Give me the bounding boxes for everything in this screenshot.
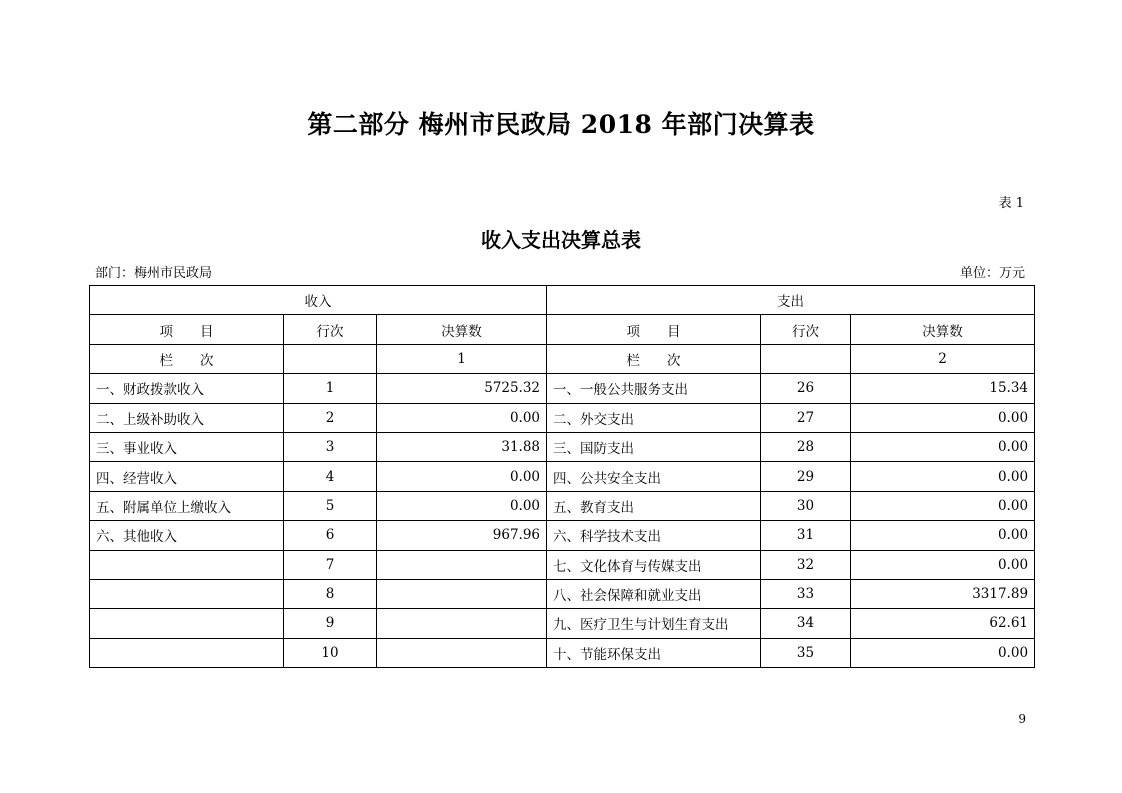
expense-item-cell: 三、国防支出 [547, 432, 761, 461]
income-amount-cell: 5725.32 [377, 374, 547, 403]
expense-amount-cell: 0.00 [851, 521, 1035, 550]
income-row-no-cell: 8 [284, 579, 377, 608]
income-row-no-cell: 5 [284, 491, 377, 520]
expense-item-cell: 四、公共安全支出 [547, 462, 761, 491]
income-item-cell: 三、事业收入 [90, 432, 284, 461]
income-row-no-cell: 9 [284, 609, 377, 638]
income-amount-cell [377, 609, 547, 638]
income-item-cell [90, 609, 284, 638]
income-row-no-cell: 3 [284, 432, 377, 461]
expense-item-cell: 二、外交支出 [547, 403, 761, 432]
expense-amount-cell: 0.00 [851, 491, 1035, 520]
expense-amount-cell: 0.00 [851, 432, 1035, 461]
table-row [90, 374, 1035, 403]
income-amount-cell: 0.00 [377, 491, 547, 520]
expense-item-cell: 九、医疗卫生与计划生育支出 [547, 609, 761, 638]
unit-label: 单位：万元 [959, 266, 1025, 281]
income-item-cell [90, 638, 284, 667]
expense-amount-cell: 3317.89 [851, 579, 1035, 608]
expense-column-no-label: 栏 次 [547, 344, 761, 373]
expense-amount-cell: 62.61 [851, 609, 1035, 638]
income-item-cell: 六、其他收入 [90, 521, 284, 550]
income-amount-cell: 0.00 [377, 462, 547, 491]
table-row [90, 521, 1035, 550]
expense-amount-cell: 0.00 [851, 462, 1035, 491]
income-item-cell: 一、财政拨款收入 [90, 374, 284, 403]
header-row-column-numbers [90, 344, 1035, 373]
header-row-sections [90, 286, 1035, 315]
income-row-no-header: 行次 [284, 315, 377, 344]
expense-row-no-cell: 32 [761, 550, 851, 579]
income-row-no-cell: 2 [284, 403, 377, 432]
income-amount-cell [377, 638, 547, 667]
expense-amount-cell: 0.00 [851, 638, 1035, 667]
table-row [90, 638, 1035, 667]
income-blank-cell [284, 344, 377, 373]
income-row-no-cell: 4 [284, 462, 377, 491]
expense-item-cell: 八、社会保障和就业支出 [547, 579, 761, 608]
expense-item-cell: 十、节能环保支出 [547, 638, 761, 667]
expense-row-no-cell: 27 [761, 403, 851, 432]
income-amount-cell: 0.00 [377, 403, 547, 432]
expense-amount-cell: 0.00 [851, 550, 1035, 579]
expense-amount-cell: 0.00 [851, 403, 1035, 432]
expense-row-no-cell: 26 [761, 374, 851, 403]
expense-row-no-header: 行次 [761, 315, 851, 344]
income-item-cell [90, 579, 284, 608]
income-column-no-label: 栏 次 [90, 344, 284, 373]
page-number: 9 [1018, 712, 1026, 726]
table-number: 表 1 [998, 196, 1024, 211]
expense-item-header: 项 目 [547, 315, 761, 344]
income-amount-cell [377, 579, 547, 608]
page-title: 第二部分 梅州市民政局 2018 年部门决算表 [307, 110, 815, 139]
table-title: 收入支出决算总表 [481, 228, 641, 252]
income-amount-cell [377, 550, 547, 579]
expense-row-no-cell: 29 [761, 462, 851, 491]
expense-row-no-cell: 33 [761, 579, 851, 608]
income-row-no-cell: 7 [284, 550, 377, 579]
income-column-1: 1 [377, 344, 547, 373]
expense-row-no-cell: 31 [761, 521, 851, 550]
expense-column-2: 2 [851, 344, 1035, 373]
table-row [90, 491, 1035, 520]
expense-item-cell: 五、教育支出 [547, 491, 761, 520]
expense-item-cell: 一、一般公共服务支出 [547, 374, 761, 403]
income-item-cell: 五、附属单位上缴收入 [90, 491, 284, 520]
expense-blank-cell [761, 344, 851, 373]
expense-item-cell: 六、科学技术支出 [547, 521, 761, 550]
expense-row-no-cell: 30 [761, 491, 851, 520]
expense-amount-cell: 15.34 [851, 374, 1035, 403]
table-row [90, 579, 1035, 608]
income-row-no-cell: 1 [284, 374, 377, 403]
income-item-header: 项 目 [90, 315, 284, 344]
expense-item-cell: 七、文化体育与传媒支出 [547, 550, 761, 579]
table-row [90, 403, 1035, 432]
income-row-no-cell: 6 [284, 521, 377, 550]
expense-row-no-cell: 35 [761, 638, 851, 667]
income-amount-header: 决算数 [377, 315, 547, 344]
income-row-no-cell: 10 [284, 638, 377, 667]
table-row [90, 432, 1035, 461]
expense-amount-header: 决算数 [851, 315, 1035, 344]
expense-row-no-cell: 28 [761, 432, 851, 461]
income-amount-cell: 967.96 [377, 521, 547, 550]
expense-header: 支出 [547, 286, 1035, 315]
table-row [90, 462, 1035, 491]
table-row [90, 550, 1035, 579]
income-item-cell [90, 550, 284, 579]
income-expense-table [89, 285, 1035, 668]
expense-row-no-cell: 34 [761, 609, 851, 638]
department-label: 部门：梅州市民政局 [95, 266, 213, 281]
table-row [90, 609, 1035, 638]
income-amount-cell: 31.88 [377, 432, 547, 461]
header-row-columns [90, 315, 1035, 344]
income-header: 收入 [90, 286, 547, 315]
income-item-cell: 四、经营收入 [90, 462, 284, 491]
income-item-cell: 二、上级补助收入 [90, 403, 284, 432]
